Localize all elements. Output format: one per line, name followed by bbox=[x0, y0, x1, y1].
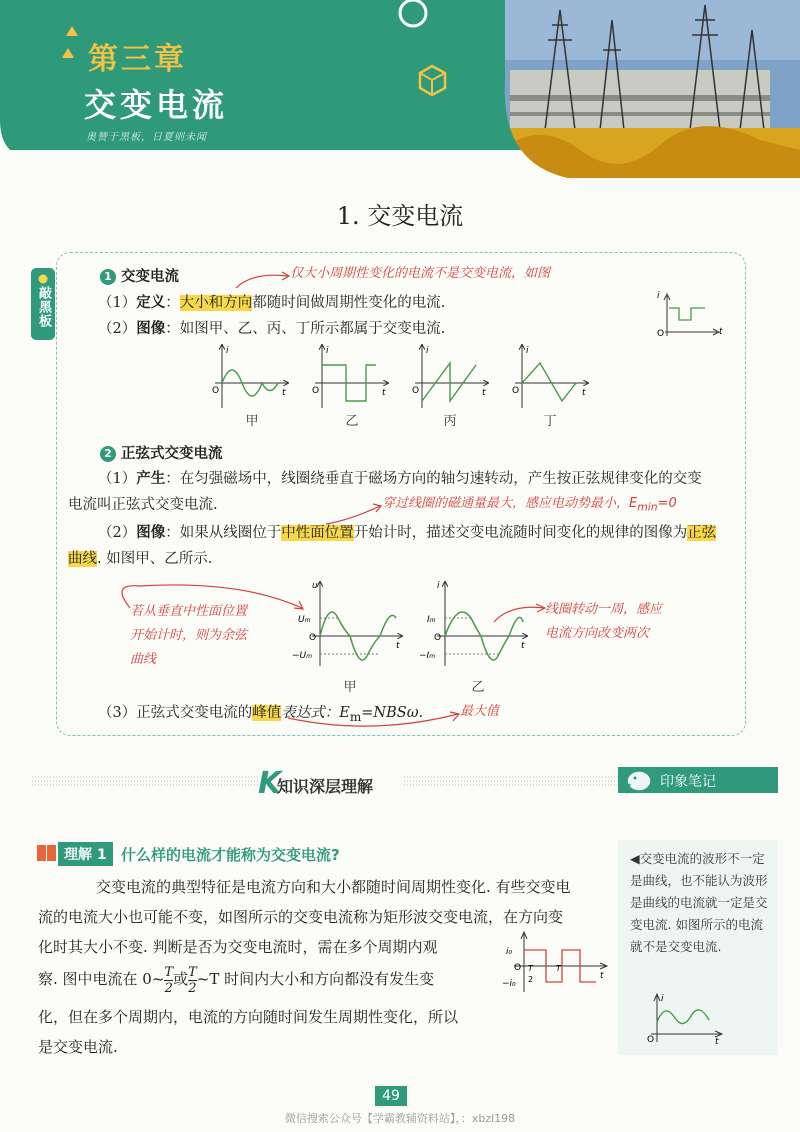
blackboard-tab bbox=[31, 268, 55, 340]
highlight: 中性面位置 bbox=[281, 525, 354, 541]
p1-rest: ：在匀强磁场中，线圈绕垂直于磁场方向的轴匀速转动，产生按正弦规律变化的交变 bbox=[165, 471, 702, 487]
caption-yi: 乙 bbox=[345, 414, 359, 429]
para-text: ~T 时间内大小和方向都没有发生变 bbox=[196, 970, 435, 988]
note-arrow bbox=[232, 268, 292, 292]
s1-image-line bbox=[98, 318, 445, 340]
svg-text:i: i bbox=[657, 291, 660, 301]
svg-text:t: t bbox=[396, 641, 400, 651]
power-station-photo bbox=[490, 0, 800, 178]
svg-text:u: u bbox=[312, 581, 318, 591]
s2-p2 bbox=[98, 522, 748, 544]
prefix: （1） bbox=[98, 471, 137, 487]
note-line: 线圈转动一周，感应 bbox=[545, 602, 663, 617]
caption-jia: 甲 bbox=[245, 414, 259, 429]
colon: ： bbox=[165, 295, 180, 311]
svg-text:t: t bbox=[521, 641, 525, 651]
s2-heading bbox=[100, 442, 223, 463]
note-arrow bbox=[90, 578, 310, 618]
svg-text:−Im: −Im bbox=[419, 651, 436, 661]
svg-text:O: O bbox=[412, 386, 420, 396]
s1-definition bbox=[98, 292, 445, 314]
svg-text:i: i bbox=[437, 581, 440, 591]
s1-heading-text: 交变电流 bbox=[121, 269, 179, 285]
frac-den: 2 bbox=[164, 980, 173, 996]
note-text: 穿过线圈的磁通量最大，感应电动势最小，E bbox=[382, 496, 638, 511]
svg-text:O: O bbox=[657, 329, 665, 339]
frac-den: 2 bbox=[188, 980, 197, 996]
book-icon bbox=[36, 843, 58, 863]
para-line-3: 化时其大小不变. 判断是否为交变电流时，需在多个周期内观 bbox=[38, 938, 438, 956]
s2-p1-line2: 电流叫正弦式交变电流. bbox=[68, 497, 218, 513]
s2-p1 bbox=[98, 468, 738, 490]
graph-jia bbox=[212, 345, 288, 408]
caption-bing: 丙 bbox=[443, 414, 457, 429]
svg-text:T: T bbox=[528, 964, 533, 973]
note-4 bbox=[545, 598, 662, 646]
para-text: 察. 图中电流在 0~ bbox=[38, 970, 165, 988]
svg-text:i: i bbox=[526, 346, 529, 356]
para-text: 或 bbox=[173, 970, 189, 988]
svg-text:i: i bbox=[661, 994, 664, 1004]
frac-num: T bbox=[188, 964, 197, 980]
memo-label: 印象笔记 bbox=[660, 774, 716, 790]
svg-text:K: K bbox=[258, 766, 282, 797]
svg-text:2: 2 bbox=[528, 975, 534, 984]
s2-heading-text: 正弦式交变电流 bbox=[121, 446, 223, 462]
note-end: =0 bbox=[657, 496, 677, 511]
square-wave-graph bbox=[500, 930, 610, 994]
pulse-graph bbox=[655, 290, 725, 340]
svg-text:i: i bbox=[326, 346, 329, 356]
note-5: 最大值 bbox=[460, 704, 500, 719]
chapter-header bbox=[0, 0, 800, 178]
chapter-number: 第三章 bbox=[88, 42, 187, 77]
prefix: （2） bbox=[98, 321, 137, 337]
para-line-1: 交变电流的典型特征是电流方向和大小都随时间周期性变化. 有些交变电 bbox=[96, 878, 571, 896]
p2-text: ：如果从线圈位于 bbox=[165, 525, 282, 541]
para-line-6: 是交变电流. bbox=[38, 1038, 118, 1056]
prefix: （1） bbox=[98, 295, 137, 311]
graph-bing bbox=[412, 345, 488, 408]
memo-graph bbox=[645, 992, 725, 1044]
svg-text:O: O bbox=[647, 1035, 655, 1044]
definition-rest: 都随时间做周期性变化的电流. bbox=[252, 295, 446, 311]
fraction bbox=[164, 965, 173, 996]
p3-sub: m bbox=[349, 709, 362, 724]
understanding-question: 什么样的电流才能称为交变电流? bbox=[121, 846, 340, 864]
highlight: 大小和方向 bbox=[179, 295, 253, 311]
p3-formula: 表达式：E bbox=[281, 705, 350, 721]
graph-jia-sine bbox=[292, 581, 402, 666]
p3-text: 正弦式交变电流的 bbox=[136, 705, 253, 721]
tab-label: 敲黑板 bbox=[36, 286, 51, 328]
p3-formula-end: =NBSω. bbox=[361, 705, 424, 721]
svg-text:Um: Um bbox=[298, 615, 311, 625]
section-title: 1. 交变电流 bbox=[336, 202, 464, 230]
number-badge: 1 bbox=[100, 269, 116, 285]
label: 产生 bbox=[136, 470, 166, 487]
graph-yi bbox=[312, 345, 388, 408]
note-line: 电流方向改变两次 bbox=[545, 626, 650, 641]
memo-text: ◀交变电流的波形不一定是曲线，也不能认为波形是曲线的电流就一定是交变电流. 如图所示的电流就不是交变电流. bbox=[630, 851, 768, 954]
svg-text:t: t bbox=[282, 388, 286, 398]
note-line: 开始计时，则为余弦 bbox=[130, 628, 248, 643]
graph-yi-sine bbox=[419, 581, 527, 666]
lightbulb-icon bbox=[37, 274, 49, 284]
svg-text:t: t bbox=[382, 388, 386, 398]
note-2 bbox=[382, 492, 677, 514]
label: 定义 bbox=[136, 294, 166, 311]
svg-text:i: i bbox=[426, 346, 429, 356]
number-badge: 2 bbox=[100, 446, 116, 462]
note-1: 仅大小周期性变化的电流不是交变电流，如图 bbox=[290, 266, 551, 281]
svg-text:O: O bbox=[212, 386, 220, 396]
para-line-2: 流的电流大小也可能不变，如图所示的交变电流称为矩形波交变电流，在方向变 bbox=[38, 908, 564, 926]
p2-text: . 如图甲、乙所示. bbox=[97, 551, 213, 567]
graph-ding bbox=[512, 345, 588, 408]
label: 图像 bbox=[136, 524, 166, 541]
page-number: 49 bbox=[375, 1086, 407, 1106]
s2-p2-line2 bbox=[68, 548, 212, 570]
caption-jia: 甲 bbox=[343, 680, 357, 695]
svg-text:t: t bbox=[715, 1037, 719, 1044]
highlight: 曲线 bbox=[68, 551, 97, 567]
chapter-subtitle: 奥赞于黑板，日夏则未闻 bbox=[86, 132, 207, 143]
svg-text:O: O bbox=[312, 386, 320, 396]
svg-text:t: t bbox=[719, 327, 723, 337]
caption-ding: 丁 bbox=[543, 414, 557, 429]
svg-text:−i₀: −i₀ bbox=[502, 979, 516, 989]
elephant-icon bbox=[622, 764, 656, 794]
prefix: （3） bbox=[98, 705, 137, 721]
label: 图像 bbox=[136, 320, 166, 337]
highlight: 正弦 bbox=[687, 525, 717, 541]
para-line-5: 化，但在多个周期内，电流的方向随时间发生周期性变化，所以 bbox=[38, 1008, 459, 1026]
note-arrow bbox=[282, 708, 462, 734]
knowledge-title: 知识深层理解 bbox=[277, 777, 374, 796]
prefix: （2） bbox=[98, 525, 137, 541]
note-line: 曲线 bbox=[130, 652, 157, 667]
svg-text:t: t bbox=[482, 388, 486, 398]
chapter-title: 交变电流 bbox=[84, 86, 229, 124]
fraction bbox=[188, 965, 197, 996]
note-sub: min bbox=[637, 500, 658, 514]
svg-text:i: i bbox=[226, 346, 229, 356]
note-line: 若从垂直中性面位置 bbox=[130, 604, 248, 619]
svg-text:Im: Im bbox=[427, 615, 436, 625]
highlight: 峰值 bbox=[252, 705, 282, 721]
svg-text:t: t bbox=[582, 388, 586, 398]
caption-yi: 乙 bbox=[471, 680, 485, 695]
svg-text:−Um: −Um bbox=[292, 651, 312, 661]
p2-text: 开始计时，描述交变电流随时间变化的规律的图像为 bbox=[353, 525, 688, 541]
understanding-tag: 理解 1 bbox=[58, 842, 113, 866]
footer-watermark: 微信搜索公众号【学霸教辅资料站】，：xbzl198 bbox=[284, 1112, 516, 1125]
image-rest: ：如图甲、乙、丙、丁所示都属于交变电流. bbox=[165, 321, 446, 337]
svg-text:O: O bbox=[434, 633, 442, 643]
svg-text:O: O bbox=[512, 386, 520, 396]
frac-num: T bbox=[164, 964, 174, 980]
svg-text:t: t bbox=[600, 971, 604, 981]
para-line-4 bbox=[38, 964, 434, 996]
s1-heading bbox=[100, 265, 179, 286]
svg-text:O: O bbox=[309, 633, 317, 643]
svg-text:i₀: i₀ bbox=[506, 947, 513, 957]
svg-text:T: T bbox=[556, 964, 561, 973]
svg-text:O: O bbox=[514, 963, 522, 973]
sine-graphs bbox=[290, 578, 530, 670]
